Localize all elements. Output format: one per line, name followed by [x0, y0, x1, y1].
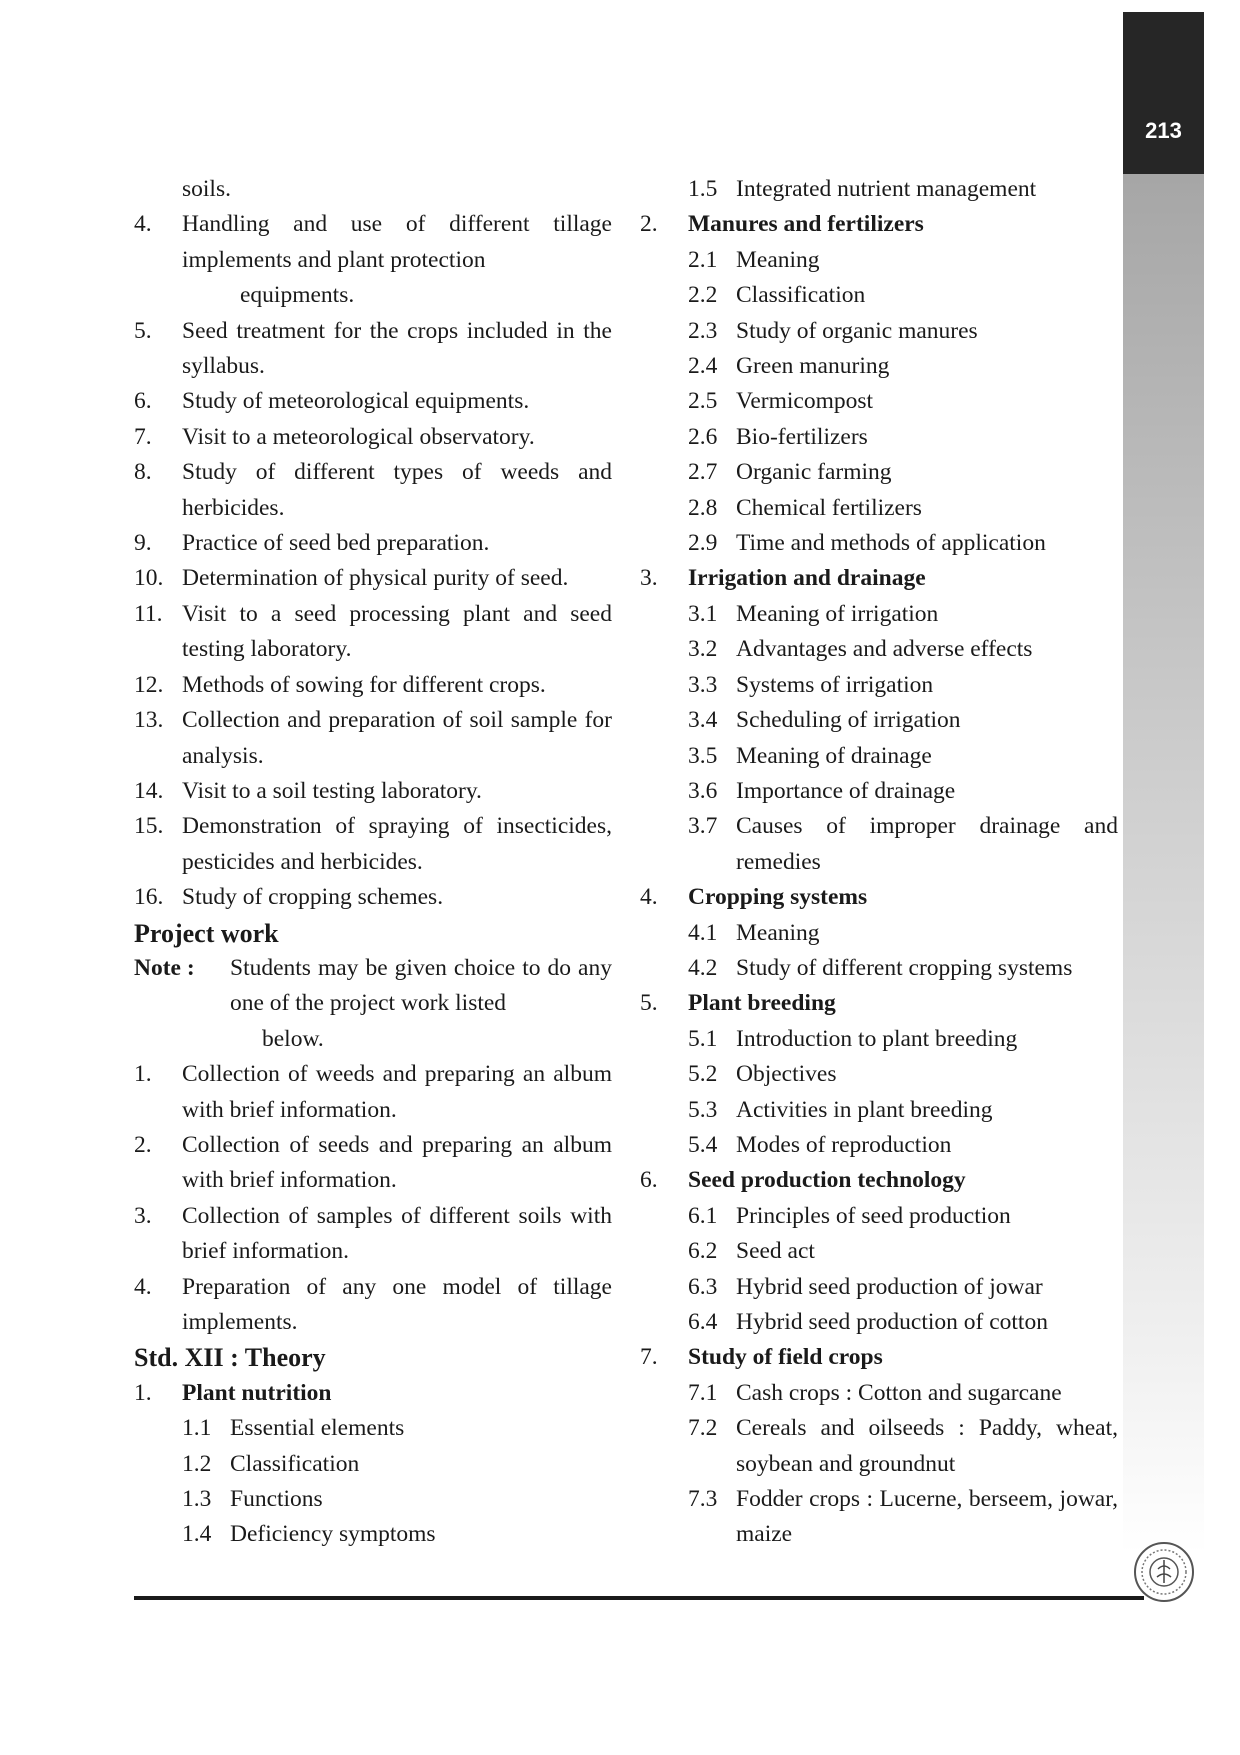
list-item-number: 16.	[134, 884, 164, 911]
project-item-text: Collection of samples of different soils with brief information.	[182, 1202, 612, 1265]
sub-item-text: Meaning of drainage	[736, 742, 932, 769]
sub-item-text: Integrated nutrient management	[736, 176, 1037, 202]
list-item	[134, 703, 612, 774]
sub-item-text: Vermicompost	[736, 388, 874, 415]
list-item-number: 11.	[134, 600, 163, 627]
sub-item-text: Bio-fertilizers	[736, 423, 868, 450]
list-item-text: Determination of physical purity of seed.	[182, 565, 569, 592]
list-item	[134, 526, 612, 561]
sub-item	[640, 278, 1118, 313]
project-item-text: Preparation of any one model of tillage implements.	[182, 1273, 612, 1335]
unit-row	[640, 880, 1118, 915]
list-item-text: Methods of sowing for different crops.	[182, 671, 546, 698]
unit-title: Plant nutrition	[182, 1379, 332, 1406]
sub-item-text: Classification	[736, 282, 866, 309]
list-item-text: Visit to a seed processing plant and seed testing laboratory.	[182, 600, 612, 663]
list-item-text: Practice of seed bed preparation.	[182, 530, 490, 557]
sub-item-number: 3.4	[688, 707, 718, 734]
list-item	[134, 314, 612, 385]
list-item-number: 13.	[134, 707, 164, 734]
sub-item-text: Meaning of irrigation	[736, 600, 939, 627]
sub-item-number: 2.3	[688, 317, 718, 344]
unit-number: 1.	[134, 1379, 152, 1406]
sub-item-number: 2.8	[688, 494, 718, 521]
sub-item-number: 3.5	[688, 742, 718, 769]
list-item	[134, 774, 612, 809]
sub-item-text: Deficiency symptoms	[230, 1521, 436, 1548]
unit-row	[640, 1163, 1118, 1198]
sub-item-number: 2.5	[688, 388, 718, 415]
sub-item-text: Systems of irrigation	[736, 671, 934, 698]
right-column	[640, 172, 1118, 1553]
sub-item-number: 2.1	[688, 246, 718, 273]
sub-item	[640, 526, 1118, 561]
unit-row	[134, 1376, 612, 1411]
list-item-number: 15.	[134, 813, 164, 840]
project-item	[134, 1057, 612, 1128]
sub-item	[640, 597, 1118, 632]
project-item	[134, 1270, 612, 1341]
list-item-body	[182, 207, 612, 313]
sub-item-number: 6.1	[688, 1202, 718, 1229]
sub-item-text: Activities in plant breeding	[736, 1096, 993, 1123]
sub-item-text: Seed act	[736, 1238, 815, 1265]
list-item-number: 5.	[134, 317, 152, 344]
unit-number: 2.	[640, 211, 658, 238]
sub-item	[640, 384, 1118, 419]
sub-item-number: 5.4	[688, 1131, 718, 1158]
sub-item-text: Green manuring	[736, 353, 890, 380]
unit-title: Seed production technology	[688, 1167, 966, 1194]
unit-title: Study of field crops	[688, 1344, 883, 1371]
sub-item-number: 5.1	[688, 1025, 718, 1052]
sub-item	[640, 739, 1118, 774]
sub-item	[640, 632, 1118, 667]
sub-item-number: 1.4	[182, 1521, 212, 1548]
list-item-number: 8.	[134, 459, 152, 486]
sub-item	[134, 1517, 612, 1552]
sub-item-number: 4.2	[688, 954, 718, 981]
sub-item-text: Chemical fertilizers	[736, 494, 922, 521]
project-item-number: 3.	[134, 1202, 152, 1229]
sub-item-text: Scheduling of irrigation	[736, 707, 961, 734]
sub-item-number: 6.2	[688, 1238, 718, 1265]
sub-item-number: 5.2	[688, 1061, 718, 1088]
sub-item	[134, 1482, 612, 1517]
sub-item-text: Principles of seed production	[736, 1202, 1011, 1229]
sub-item-text: Causes of improper drainage and remedies	[736, 813, 1118, 875]
list-item-text: Visit to a meteorological observatory.	[182, 423, 535, 450]
sub-item-text: Modes of reproduction	[736, 1131, 952, 1158]
list-item-text: Visit to a soil testing laboratory.	[182, 777, 482, 804]
sub-item-text: Hybrid seed production of jowar	[736, 1273, 1043, 1300]
sub-item	[640, 1376, 1118, 1411]
note-text: Students may be given choice to do any one of the project work listed	[230, 954, 612, 1017]
sub-item-number: 7.2	[688, 1415, 718, 1442]
sub-item-text: Classification	[230, 1450, 360, 1477]
projects-list	[134, 1057, 612, 1340]
sub-item	[640, 1093, 1118, 1128]
unit-title: Irrigation and drainage	[688, 565, 926, 592]
list-item-number: 9.	[134, 530, 152, 557]
list-item	[134, 880, 612, 915]
list-item-text: Handling and use of different tillage implements and plant protection	[182, 211, 612, 273]
sub-item-text: Study of organic manures	[736, 317, 978, 344]
list-item-body	[182, 561, 612, 596]
sub-item	[640, 455, 1118, 490]
sub-item-text: Time and methods of application	[736, 530, 1046, 557]
list-item-number: 6.	[134, 388, 152, 415]
list-item-text: Study of cropping schemes.	[182, 884, 444, 911]
sub-item-text: Organic farming	[736, 459, 892, 486]
units-list	[640, 207, 1118, 1552]
list-item-number: 12.	[134, 671, 164, 698]
sub-item	[640, 916, 1118, 951]
list-item-body	[182, 384, 612, 419]
sub-item-number: 1.2	[182, 1450, 212, 1477]
sub-item-number: 6.3	[688, 1273, 718, 1300]
sub-item	[640, 1022, 1118, 1057]
list-item-body	[182, 880, 612, 915]
sub-item-number: 5.3	[688, 1096, 718, 1123]
unit-row	[640, 986, 1118, 1021]
sub-item-number: 2.6	[688, 423, 718, 450]
sub-item-text: Study of different cropping systems	[736, 954, 1073, 981]
list-item	[134, 207, 612, 313]
sub-item	[134, 1447, 612, 1482]
sub-item	[640, 243, 1118, 278]
list-item-body	[182, 668, 612, 703]
list-item	[134, 384, 612, 419]
unit-title: Plant breeding	[688, 990, 836, 1017]
unit-number: 5.	[640, 990, 658, 1017]
unit-number: 6.	[640, 1167, 658, 1194]
sub-item	[640, 349, 1118, 384]
sub-item	[640, 668, 1118, 703]
list-item-body	[182, 703, 612, 774]
unit1-items	[134, 1411, 612, 1553]
sub-item-text: Meaning	[736, 919, 820, 946]
list-item	[134, 455, 612, 526]
list-item-body	[182, 314, 612, 385]
unit-row	[640, 207, 1118, 242]
sub-item-number: 2.7	[688, 459, 718, 486]
sub-item-text: Cereals and oilseeds : Paddy, wheat, soybean and groundnut	[736, 1415, 1118, 1477]
sub-item	[640, 1270, 1118, 1305]
practicals-list	[134, 207, 612, 915]
sub-item	[640, 1199, 1118, 1234]
sub-item-text: Hybrid seed production of cotton	[736, 1309, 1048, 1335]
sub-item	[640, 1482, 1118, 1553]
note-row	[134, 951, 612, 1057]
bottom-rule	[134, 1596, 1144, 1600]
sub-item-text: Functions	[230, 1486, 323, 1513]
sub-item-text: Objectives	[736, 1061, 837, 1088]
unit-title: Cropping systems	[688, 884, 868, 911]
list-item	[134, 809, 612, 880]
sub-item-number: 6.4	[688, 1309, 718, 1335]
side-gradient-bar	[1123, 174, 1204, 1554]
sub-item-text: Advantages and adverse effects	[736, 636, 1033, 663]
list-item-text: Study of meteorological equipments.	[182, 388, 530, 415]
list-item-number: 7.	[134, 423, 152, 450]
sub-item-number: 3.3	[688, 671, 718, 698]
sub-item	[640, 809, 1118, 880]
list-item-body	[182, 420, 612, 455]
sub-item-number: 7.3	[688, 1486, 718, 1513]
unit-row	[640, 561, 1118, 596]
project-item	[134, 1199, 612, 1270]
sub-item-number: 3.1	[688, 600, 718, 627]
sub-item	[640, 951, 1118, 986]
sub-item-number: 1.3	[182, 1486, 212, 1513]
left-column	[134, 172, 612, 1553]
list-item-body	[182, 526, 612, 561]
sub-item-text: Importance of drainage	[736, 777, 956, 804]
sub-item-number: 2.2	[688, 282, 718, 309]
list-item	[134, 561, 612, 596]
sub-item	[640, 1057, 1118, 1092]
sub-item-text: Introduction to plant breeding	[736, 1025, 1018, 1052]
project-item-number: 2.	[134, 1131, 152, 1158]
sub-item-text: Cash crops : Cotton and sugarcane	[736, 1379, 1062, 1406]
project-heading: Project work	[134, 918, 279, 948]
sub-item-number: 1.5	[688, 176, 718, 202]
sub-item	[640, 1128, 1118, 1163]
unit-number: 3.	[640, 565, 658, 592]
list-item-tail: equipments.	[240, 282, 355, 309]
sub-item-number: 7.1	[688, 1379, 718, 1406]
sub-item-number: 1.1	[182, 1415, 212, 1442]
list-item	[134, 420, 612, 455]
page-number: 213	[1145, 118, 1182, 143]
sub-item	[134, 1411, 612, 1446]
project-item-number: 4.	[134, 1273, 152, 1300]
sub-item	[640, 314, 1118, 349]
list-item-body	[182, 774, 612, 809]
sub-item-number: 2.4	[688, 353, 718, 380]
note-tail: below.	[262, 1025, 324, 1052]
sub-item	[640, 1305, 1118, 1340]
list-item-body	[182, 809, 612, 880]
sub-item-text: Essential elements	[230, 1415, 405, 1442]
page-tab	[1123, 12, 1204, 174]
unit-number: 4.	[640, 884, 658, 911]
sub-item-number: 3.2	[688, 636, 718, 663]
sub-item-number: 3.6	[688, 777, 718, 804]
continuation-text: soils.	[182, 176, 231, 202]
list-item-body	[182, 455, 612, 526]
list-item-text: Study of different types of weeds and herbicides.	[182, 459, 612, 521]
project-item-number: 1.	[134, 1061, 152, 1088]
list-item-text: Seed treatment for the crops included in the syllabus.	[182, 317, 612, 380]
sub-item	[640, 491, 1118, 526]
sub-item-number: 3.7	[688, 813, 718, 840]
sub-item-number: 2.9	[688, 530, 718, 557]
list-item-body	[182, 597, 612, 668]
theory-heading: Std. XII : Theory	[134, 1343, 326, 1373]
note-label: Note :	[134, 954, 195, 981]
list-item	[134, 597, 612, 668]
list-item-text: Demonstration of spraying of insecticides, pesticides and herbicides.	[182, 813, 612, 875]
list-item-number: 10.	[134, 565, 164, 592]
unit-number: 7.	[640, 1344, 658, 1371]
sub-item	[640, 1411, 1118, 1482]
unit-row	[640, 1340, 1118, 1375]
list-item-number: 4.	[134, 211, 152, 238]
list-item-text: Collection and preparation of soil sample for analysis.	[182, 707, 612, 769]
sub-item	[640, 420, 1118, 455]
sub-item	[640, 703, 1118, 738]
unit-title: Manures and fertilizers	[688, 211, 924, 238]
sub-item	[640, 172, 1118, 207]
sub-item-text: Fodder crops : Lucerne, berseem, jowar, maize	[736, 1486, 1118, 1548]
sub-item-number: 4.1	[688, 919, 718, 946]
project-item-text: Collection of seeds and preparing an album with brief information.	[182, 1131, 612, 1194]
sub-item	[640, 774, 1118, 809]
sub-item	[640, 1234, 1118, 1269]
list-item-number: 14.	[134, 777, 164, 804]
list-item	[134, 668, 612, 703]
sub-item-text: Meaning	[736, 246, 820, 273]
project-item	[134, 1128, 612, 1199]
emblem-seal-icon	[1133, 1541, 1195, 1603]
project-item-text: Collection of weeds and preparing an album with brief information.	[182, 1061, 612, 1123]
